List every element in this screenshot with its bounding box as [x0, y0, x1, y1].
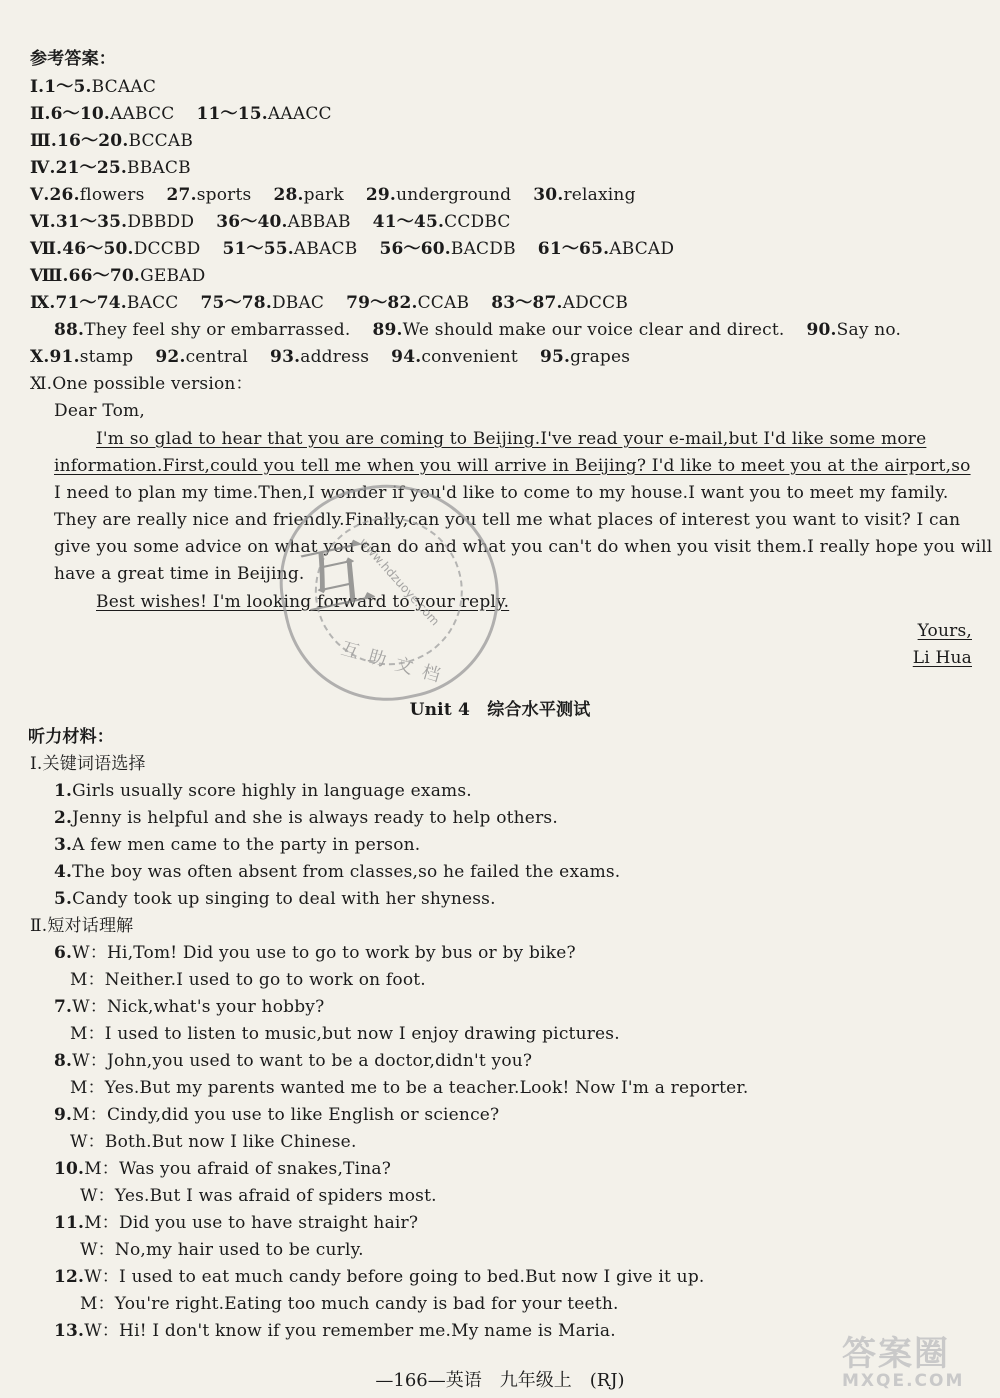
- answer-row: [30, 157, 213, 179]
- item-number: 2.: [54, 808, 73, 828]
- item-number: 10.: [54, 1159, 85, 1179]
- answer-number: 88.: [54, 320, 85, 340]
- answer-number: Ⅱ.6～10.: [30, 104, 111, 124]
- answer-number: 56～60.: [379, 239, 451, 259]
- dialog-text: W：I used to eat much candy before going to bed.But now I give it up.: [84, 1267, 705, 1287]
- answer-text: DBBDD: [127, 212, 195, 232]
- answer-number: Ⅶ.46～50.: [30, 239, 134, 259]
- answer-item: [533, 185, 635, 205]
- answer-row: [30, 103, 354, 125]
- answer-row: [30, 238, 696, 260]
- dialog-line-a: [54, 1320, 616, 1342]
- item-number: 5.: [54, 889, 73, 909]
- answer-item: [201, 293, 325, 313]
- watermark-big: 答案圈: [842, 1334, 950, 1374]
- answer-number: Ⅷ.66～70.: [30, 266, 141, 286]
- item-text: Jenny is helpful and she is always ready to help others.: [72, 808, 558, 828]
- answer-item: [30, 77, 156, 97]
- listening-heading: 听力材料：: [28, 727, 114, 747]
- letter-line-1: I'm so glad to hear that you are coming to Beijing.I've read your e-mail,but I'd like some more: [96, 429, 927, 449]
- item-number: 7.: [54, 997, 73, 1017]
- dialog-line-b: W：Both.But now I like Chinese.: [70, 1132, 357, 1152]
- letter-line-2: [54, 455, 971, 477]
- answer-item: [373, 212, 511, 232]
- part2-title: Ⅱ.短对话理解: [30, 916, 134, 936]
- answer-number: Ⅳ.21～25.: [30, 158, 128, 178]
- item-number: 9.: [54, 1105, 73, 1125]
- answer-text: CCAB: [417, 293, 470, 313]
- answer-number: 79～82.: [346, 293, 418, 313]
- letter-sign-off: Yours,: [917, 621, 972, 641]
- dialog-line-b: M：Yes.But my parents wanted me to be a teacher.Look! Now I'm a reporter.: [70, 1078, 749, 1098]
- answer-number: 93.: [270, 347, 301, 367]
- answer-text: ADCCB: [562, 293, 629, 313]
- answer-number: 11～15.: [196, 104, 268, 124]
- item-text: A few men came to the party in person.: [72, 835, 421, 855]
- answer-item: [167, 185, 252, 205]
- answer-number: Ⅰ.1～5.: [30, 77, 92, 97]
- answer-text: CCDBC: [444, 212, 511, 232]
- letter-line-6: have a great time in Beijing.: [54, 564, 305, 584]
- answer-text: underground: [396, 185, 512, 205]
- answer-text: We should make our voice clear and direct.: [402, 320, 785, 340]
- part1-item: [54, 807, 558, 829]
- answer-number: 90.: [806, 320, 837, 340]
- answer-item: [346, 293, 469, 313]
- answer-item: [30, 239, 200, 259]
- answer-text: ABBAB: [287, 212, 351, 232]
- dialog-line-b: M：I used to listen to music,but now I enjoy drawing pictures.: [70, 1024, 620, 1044]
- answer-item: [491, 293, 628, 313]
- letter-line-2-text: information.First,could you tell me when you will arrive in Beijing? I'd like to meet you at the airport,so: [54, 456, 971, 476]
- stamp-sub: 互助文档: [338, 638, 453, 690]
- answer-number: 30.: [533, 185, 564, 205]
- answer-number: Ⅵ.31～35.: [30, 212, 128, 232]
- answer-number: Ⅹ.91.: [30, 347, 80, 367]
- answer-number: 61～65.: [537, 239, 610, 259]
- part1-item: [54, 780, 472, 802]
- answer-text: They feel shy or embarrassed.: [84, 320, 351, 340]
- letter-line-5: give you some advice on what you can do and what you can't do when you visit them.I really hope you will: [54, 537, 993, 557]
- answer-number: 51～55.: [222, 239, 294, 259]
- answer-item: [155, 347, 248, 367]
- answer-number: 89.: [372, 320, 403, 340]
- part1-item: [54, 834, 420, 856]
- answer-text: GEBAD: [140, 266, 206, 286]
- xi-label: Ⅺ.One possible version：: [30, 374, 253, 394]
- dialog-line-a: [54, 942, 576, 964]
- answer-text: central: [185, 347, 249, 367]
- answer-number: 28.: [273, 185, 304, 205]
- item-number: 12.: [54, 1267, 85, 1287]
- answer-item: [30, 131, 193, 151]
- dialog-line-b: W：Yes.But I was afraid of spiders most.: [80, 1186, 437, 1206]
- answer-row: [54, 319, 923, 341]
- stamp-url: www.hdzuoye.com: [356, 535, 443, 629]
- answer-item: [54, 320, 350, 340]
- answer-text: ABCAD: [609, 239, 675, 259]
- answer-item: [30, 347, 133, 367]
- answer-text: DCCBD: [133, 239, 201, 259]
- answer-item: [30, 185, 145, 205]
- dialog-text: W：Hi! I don't know if you remember me.My name is Maria.: [84, 1321, 616, 1341]
- dialog-line-b: M：You're right.Eating too much candy is bad for your teeth.: [80, 1294, 619, 1314]
- answer-item: [270, 347, 369, 367]
- answers-heading: 参考答案：: [30, 49, 116, 69]
- answer-row: [30, 76, 178, 98]
- dialog-text: M：Cindy,did you use to like English or science?: [72, 1105, 500, 1125]
- answer-text: Say no.: [836, 320, 902, 340]
- answer-number: 95.: [539, 347, 571, 367]
- dialog-line-a: [54, 996, 324, 1018]
- item-number: 3.: [54, 835, 73, 855]
- answer-item: [372, 320, 784, 340]
- answer-item: [366, 185, 511, 205]
- item-text: The boy was often absent from classes,so he failed the exams.: [72, 862, 621, 882]
- answer-item: [273, 185, 343, 205]
- item-number: 11.: [54, 1213, 85, 1233]
- answer-number: 94.: [391, 347, 422, 367]
- answer-number: 83～87.: [491, 293, 563, 313]
- answer-row: [30, 211, 533, 233]
- dialog-line-a: [54, 1266, 705, 1288]
- answer-number: Ⅸ.71～74.: [30, 293, 127, 313]
- answer-number: 27.: [166, 185, 197, 205]
- answer-number: Ⅲ.16～20.: [30, 131, 129, 151]
- dialog-line-a: [54, 1158, 391, 1180]
- answer-item: [538, 239, 674, 259]
- answer-number: 29.: [365, 185, 397, 205]
- answer-item: [30, 212, 194, 232]
- letter-line-3: I need to plan my time.Then,I wonder if you'd like to come to my house.I want you to meet my family.: [54, 483, 949, 503]
- answer-text: address: [300, 347, 370, 367]
- answer-row: [30, 292, 650, 314]
- answer-text: grapes: [570, 347, 631, 367]
- answer-row: [30, 184, 658, 206]
- answer-text: ABACB: [293, 239, 358, 259]
- dialog-text: M：Did you use to have straight hair?: [84, 1213, 419, 1233]
- part1-item: [54, 861, 620, 883]
- answer-item: [806, 320, 901, 340]
- answer-text: BCAAC: [91, 77, 157, 97]
- dialog-text: W：John,you used to want to be a doctor,didn't you?: [72, 1051, 533, 1071]
- item-text: Candy took up singing to deal with her shyness.: [72, 889, 496, 909]
- answer-text: BACC: [126, 293, 179, 313]
- letter-greeting: Dear Tom,: [54, 401, 145, 421]
- answer-text: DBAC: [271, 293, 325, 313]
- answer-text: BACDB: [450, 239, 516, 259]
- part1-title: Ⅰ.关键词语选择: [30, 754, 146, 774]
- letter-closing: Best wishes! I'm looking forward to your reply.: [96, 592, 510, 612]
- dialog-line-b: W：No,my hair used to be curly.: [80, 1240, 364, 1260]
- answer-number: Ⅴ.26.: [30, 185, 80, 205]
- answer-row: [30, 265, 227, 287]
- answer-text: BBACB: [127, 158, 191, 178]
- answer-text: BCCAB: [128, 131, 194, 151]
- answer-number: 41～45.: [372, 212, 445, 232]
- answer-text: AAACC: [267, 104, 332, 124]
- answer-number: 75～78.: [200, 293, 272, 313]
- watermark-small: MXQE.COM: [842, 1371, 965, 1391]
- stamp-big-char: 互: [292, 529, 381, 627]
- answer-item: [30, 104, 174, 124]
- answer-text: park: [303, 185, 344, 205]
- dialog-line-b: M：Neither.I used to go to work on foot.: [70, 970, 426, 990]
- part1-item: [54, 888, 496, 910]
- answer-item: [30, 158, 191, 178]
- dialog-line-a: [54, 1104, 499, 1126]
- answer-text: relaxing: [563, 185, 636, 205]
- item-number: 8.: [54, 1051, 73, 1071]
- answer-number: 92.: [155, 347, 186, 367]
- answer-text: sports: [196, 185, 252, 205]
- answer-text: flowers: [79, 185, 145, 205]
- dialog-text: W：Hi,Tom! Did you use to go to work by bus or by bike?: [72, 943, 576, 963]
- item-text: Girls usually score highly in language exams.: [72, 781, 472, 801]
- answer-row: [30, 346, 652, 368]
- item-number: 6.: [54, 943, 73, 963]
- answer-item: [540, 347, 630, 367]
- item-number: 1.: [54, 781, 73, 801]
- letter-signature: Li Hua: [912, 648, 972, 668]
- item-number: 4.: [54, 862, 73, 882]
- page-footer: —166—英语 九年级上 (RJ): [375, 1370, 625, 1391]
- answer-row: [30, 130, 215, 152]
- dialog-line-a: [54, 1212, 418, 1234]
- answer-item: [379, 239, 515, 259]
- dialog-text: W：Nick,what's your hobby?: [72, 997, 325, 1017]
- unit-title: Unit 4 综合水平测试: [409, 700, 591, 720]
- dialog-text: M：Was you afraid of snakes,Tina?: [84, 1159, 392, 1179]
- answer-item: [222, 239, 357, 259]
- answer-number: 36～40.: [216, 212, 288, 232]
- answer-item: [196, 104, 331, 124]
- answer-item: [30, 293, 179, 313]
- answer-item: [391, 347, 518, 367]
- letter-line-4: They are really nice and friendly.Finally,can you tell me what places of interest you want to visit? I can: [54, 510, 961, 530]
- answer-text: convenient: [421, 347, 518, 367]
- dialog-line-a: [54, 1050, 532, 1072]
- answer-item: [216, 212, 350, 232]
- answer-text: stamp: [79, 347, 134, 367]
- answer-item: [30, 266, 205, 286]
- item-number: 13.: [54, 1321, 85, 1341]
- answer-text: AABCC: [110, 104, 175, 124]
